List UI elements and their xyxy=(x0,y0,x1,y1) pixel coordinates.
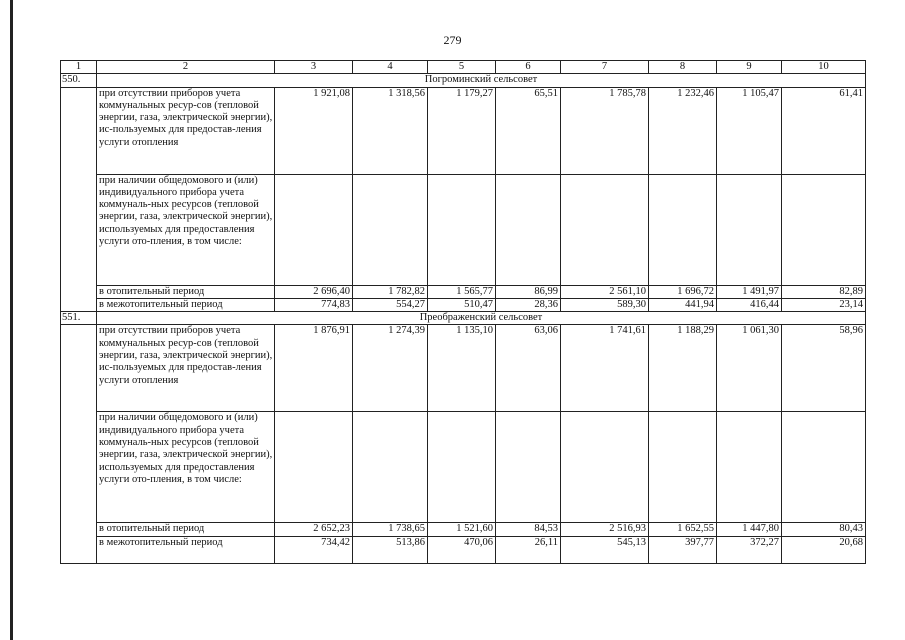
value-cell: 470,06 xyxy=(428,536,496,563)
value-cell xyxy=(782,412,866,523)
value-cell: 1 179,27 xyxy=(428,87,496,174)
section-header-row xyxy=(61,312,866,325)
value-cell xyxy=(561,412,649,523)
value-cell xyxy=(496,412,561,523)
value-cell: 1 135,10 xyxy=(428,325,496,412)
value-cell: 545,13 xyxy=(561,536,649,563)
value-cell xyxy=(275,412,353,523)
table-row xyxy=(61,523,866,536)
table-row xyxy=(61,285,866,298)
value-cell: 20,68 xyxy=(782,536,866,563)
table-row xyxy=(61,536,866,563)
value-cell: 58,96 xyxy=(782,325,866,412)
value-cell xyxy=(717,174,782,285)
table-row xyxy=(61,325,866,412)
section-name: Погроминский сельсовет xyxy=(97,74,866,87)
column-number-row xyxy=(61,61,866,74)
value-cell: 65,51 xyxy=(496,87,561,174)
value-cell: 1 274,39 xyxy=(353,325,428,412)
value-cell: 86,99 xyxy=(496,285,561,298)
value-cell xyxy=(649,412,717,523)
value-cell: 589,30 xyxy=(561,298,649,311)
value-cell xyxy=(353,174,428,285)
value-cell: 1 318,56 xyxy=(353,87,428,174)
row-label: при наличии общедомового и (или) индивидуального прибора учета коммуналь-ных ресурсов (тепловой энергии, газа, электрической энергии), используемых для предоставления услуги ото-пления, в том числе: xyxy=(97,174,275,285)
value-cell: 734,42 xyxy=(275,536,353,563)
value-cell: 84,53 xyxy=(496,523,561,536)
value-cell: 1 785,78 xyxy=(561,87,649,174)
column-number: 4 xyxy=(353,61,428,74)
section-row-number: 551. xyxy=(61,312,97,325)
value-cell: 26,11 xyxy=(496,536,561,563)
value-cell xyxy=(275,174,353,285)
value-cell xyxy=(496,174,561,285)
value-cell: 1 696,72 xyxy=(649,285,717,298)
value-cell: 2 652,23 xyxy=(275,523,353,536)
value-cell xyxy=(782,174,866,285)
value-cell: 1 782,82 xyxy=(353,285,428,298)
value-cell: 28,36 xyxy=(496,298,561,311)
column-number: 3 xyxy=(275,61,353,74)
value-cell: 1 105,47 xyxy=(717,87,782,174)
column-number: 7 xyxy=(561,61,649,74)
row-label: в отопительный период xyxy=(97,285,275,298)
value-cell: 23,14 xyxy=(782,298,866,311)
value-cell: 372,27 xyxy=(717,536,782,563)
value-cell: 1 188,29 xyxy=(649,325,717,412)
value-cell: 2 561,10 xyxy=(561,285,649,298)
value-cell: 1 921,08 xyxy=(275,87,353,174)
row-label: при отсутствии приборов учета коммунальных ресур-сов (тепловой энергии, газа, электрической энергии), ис-пользуемых для предостав-ления услуги отопления xyxy=(97,325,275,412)
tariff-table xyxy=(60,60,866,564)
value-cell: 441,94 xyxy=(649,298,717,311)
value-cell: 1 876,91 xyxy=(275,325,353,412)
column-number: 10 xyxy=(782,61,866,74)
row-label: в межотопительный период xyxy=(97,536,275,563)
value-cell: 774,83 xyxy=(275,298,353,311)
value-cell: 63,06 xyxy=(496,325,561,412)
value-cell: 510,47 xyxy=(428,298,496,311)
binding-edge-line xyxy=(10,0,13,640)
column-number: 6 xyxy=(496,61,561,74)
value-cell xyxy=(428,412,496,523)
value-cell xyxy=(717,412,782,523)
value-cell: 82,89 xyxy=(782,285,866,298)
value-cell xyxy=(561,174,649,285)
section-row-number: 550. xyxy=(61,74,97,87)
value-cell: 1 447,80 xyxy=(717,523,782,536)
value-cell: 416,44 xyxy=(717,298,782,311)
value-cell: 2 696,40 xyxy=(275,285,353,298)
column-number: 2 xyxy=(97,61,275,74)
value-cell: 61,41 xyxy=(782,87,866,174)
value-cell: 397,77 xyxy=(649,536,717,563)
row-label: при отсутствии приборов учета коммунальных ресур-сов (тепловой энергии, газа, электрической энергии), ис-пользуемых для предостав-ления услуги отопления xyxy=(97,87,275,174)
value-cell xyxy=(649,174,717,285)
value-cell: 1 738,65 xyxy=(353,523,428,536)
value-cell: 1 061,30 xyxy=(717,325,782,412)
table-row xyxy=(61,298,866,311)
table-row xyxy=(61,174,866,285)
table-row xyxy=(61,87,866,174)
value-cell xyxy=(353,412,428,523)
column-number: 9 xyxy=(717,61,782,74)
row-label: в межотопительный период xyxy=(97,298,275,311)
page-number: 279 xyxy=(443,33,462,47)
column-number: 8 xyxy=(649,61,717,74)
value-cell: 1 521,60 xyxy=(428,523,496,536)
value-cell: 80,43 xyxy=(782,523,866,536)
column-number: 5 xyxy=(428,61,496,74)
row-label: при наличии общедомового и (или) индивидуального прибора учета коммуналь-ных ресурсов (тепловой энергии, газа, электрической энергии), используемых для предоставления услуги ото-пления, в том числе: xyxy=(97,412,275,523)
value-cell: 513,86 xyxy=(353,536,428,563)
column-number: 1 xyxy=(61,61,97,74)
row-label: в отопительный период xyxy=(97,523,275,536)
value-cell: 1 741,61 xyxy=(561,325,649,412)
value-cell: 554,27 xyxy=(353,298,428,311)
value-cell xyxy=(428,174,496,285)
value-cell: 2 516,93 xyxy=(561,523,649,536)
section-header-row xyxy=(61,74,866,87)
value-cell: 1 565,77 xyxy=(428,285,496,298)
section-name: Преображенский сельсовет xyxy=(97,312,866,325)
table-row xyxy=(61,412,866,523)
value-cell: 1 652,55 xyxy=(649,523,717,536)
value-cell: 1 491,97 xyxy=(717,285,782,298)
value-cell: 1 232,46 xyxy=(649,87,717,174)
